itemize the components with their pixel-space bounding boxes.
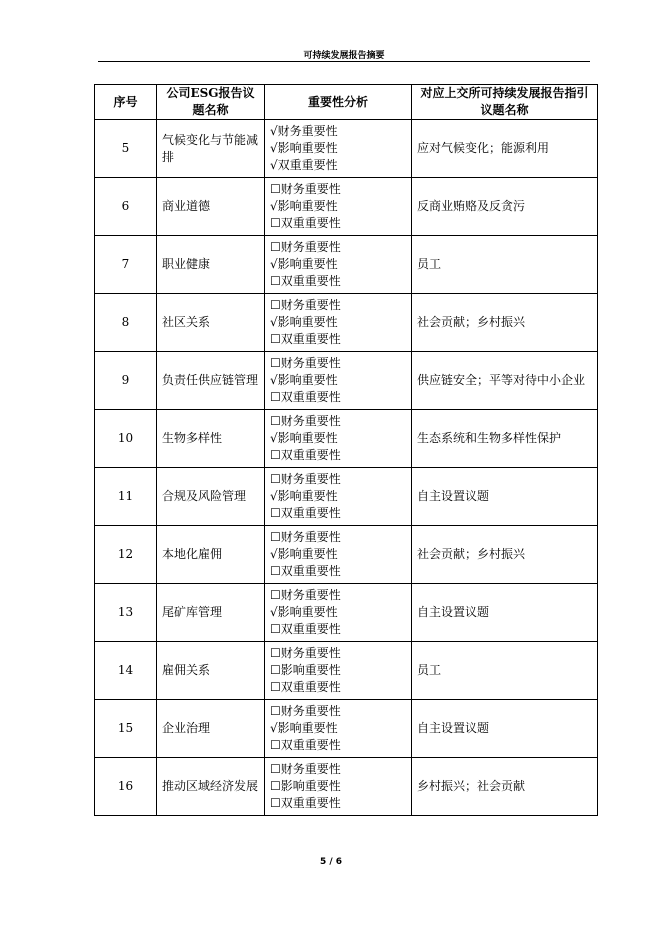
table-row — [95, 236, 598, 294]
page-number: 5 / 6 — [319, 857, 343, 867]
row-sse-topic: 应对气候变化；能源利用 — [412, 120, 598, 178]
materiality-option: ☐双重重要性 — [270, 448, 341, 462]
row-number: 10 — [95, 410, 157, 468]
table-row — [95, 410, 598, 468]
header-sse-topic: 对应上交所可持续发展报告指引议题名称 — [412, 85, 598, 120]
table-row — [95, 758, 598, 816]
table-row — [95, 584, 598, 642]
materiality-option: √影响重要性 — [270, 431, 338, 445]
materiality-option: ☐财务重要性 — [270, 588, 341, 602]
row-sse-topic: 反商业贿赂及反贪污 — [412, 178, 598, 236]
materiality-option: ☐影响重要性 — [270, 779, 341, 793]
materiality-option: ☐双重重要性 — [270, 564, 341, 578]
row-sse-topic: 社会贡献；乡村振兴 — [412, 294, 598, 352]
materiality-option: ☐财务重要性 — [270, 356, 341, 370]
row-esg-topic: 职业健康 — [157, 236, 265, 294]
materiality-option: ☐影响重要性 — [270, 663, 341, 677]
row-materiality — [265, 584, 412, 642]
materiality-option: √影响重要性 — [270, 373, 338, 387]
header-esg-topic: 公司ESG报告议题名称 — [157, 85, 265, 120]
row-number: 7 — [95, 236, 157, 294]
materiality-option: ☐财务重要性 — [270, 704, 341, 718]
materiality-option: √影响重要性 — [270, 141, 338, 155]
materiality-option: √双重重要性 — [270, 158, 338, 172]
row-materiality — [265, 526, 412, 584]
row-materiality — [265, 178, 412, 236]
table-row — [95, 700, 598, 758]
materiality-option: ☐财务重要性 — [270, 646, 341, 660]
row-number: 5 — [95, 120, 157, 178]
row-sse-topic: 自主设置议题 — [412, 468, 598, 526]
table-row — [95, 352, 598, 410]
materiality-option: ☐双重重要性 — [270, 622, 341, 636]
table-header-row — [95, 85, 598, 120]
materiality-option: √影响重要性 — [270, 199, 338, 213]
materiality-option: ☐财务重要性 — [270, 240, 341, 254]
materiality-option: √影响重要性 — [270, 721, 338, 735]
materiality-option: ☐双重重要性 — [270, 274, 341, 288]
materiality-option: ☐双重重要性 — [270, 680, 341, 694]
row-materiality — [265, 294, 412, 352]
row-number: 15 — [95, 700, 157, 758]
row-esg-topic: 商业道德 — [157, 178, 265, 236]
materiality-option: ☐财务重要性 — [270, 182, 341, 196]
row-sse-topic: 乡村振兴；社会贡献 — [412, 758, 598, 816]
table-row — [95, 178, 598, 236]
row-materiality — [265, 700, 412, 758]
row-number: 11 — [95, 468, 157, 526]
row-esg-topic: 本地化雇佣 — [157, 526, 265, 584]
materiality-option: √影响重要性 — [270, 605, 338, 619]
row-materiality — [265, 120, 412, 178]
row-number: 13 — [95, 584, 157, 642]
materiality-option: ☐双重重要性 — [270, 738, 341, 752]
row-esg-topic: 尾矿库管理 — [157, 584, 265, 642]
row-esg-topic: 雇佣关系 — [157, 642, 265, 700]
row-materiality — [265, 236, 412, 294]
row-esg-topic: 企业治理 — [157, 700, 265, 758]
table-row — [95, 120, 598, 178]
materiality-option: ☐双重重要性 — [270, 216, 341, 230]
materiality-option: √影响重要性 — [270, 547, 338, 561]
materiality-option: ☐财务重要性 — [270, 298, 341, 312]
row-number: 16 — [95, 758, 157, 816]
row-materiality — [265, 352, 412, 410]
esg-topic-table — [94, 84, 598, 816]
row-esg-topic: 社区关系 — [157, 294, 265, 352]
materiality-option: ☐财务重要性 — [270, 414, 341, 428]
table-row — [95, 468, 598, 526]
row-number: 9 — [95, 352, 157, 410]
row-sse-topic: 自主设置议题 — [412, 700, 598, 758]
materiality-option: ☐双重重要性 — [270, 506, 341, 520]
row-number: 6 — [95, 178, 157, 236]
page-header: 可持续发展报告摘要 — [303, 51, 385, 61]
row-sse-topic: 自主设置议题 — [412, 584, 598, 642]
row-esg-topic: 气候变化与节能减排 — [157, 120, 265, 178]
header-rule — [98, 61, 590, 62]
header-materiality: 重要性分析 — [265, 85, 412, 120]
row-number: 8 — [95, 294, 157, 352]
row-sse-topic: 社会贡献；乡村振兴 — [412, 526, 598, 584]
materiality-option: √财务重要性 — [270, 124, 338, 138]
row-esg-topic: 推动区域经济发展 — [157, 758, 265, 816]
row-materiality — [265, 642, 412, 700]
row-sse-topic: 生态系统和生物多样性保护 — [412, 410, 598, 468]
header-number: 序号 — [95, 85, 157, 120]
materiality-option: √影响重要性 — [270, 489, 338, 503]
materiality-option: ☐双重重要性 — [270, 796, 341, 810]
materiality-option: √影响重要性 — [270, 257, 338, 271]
row-esg-topic: 负责任供应链管理 — [157, 352, 265, 410]
materiality-option: ☐双重重要性 — [270, 332, 341, 346]
row-sse-topic: 供应链安全；平等对待中小企业 — [412, 352, 598, 410]
table-row — [95, 642, 598, 700]
row-number: 14 — [95, 642, 157, 700]
materiality-option: ☐财务重要性 — [270, 472, 341, 486]
materiality-option: ☐双重重要性 — [270, 390, 341, 404]
table-row — [95, 526, 598, 584]
row-sse-topic: 员工 — [412, 236, 598, 294]
row-materiality — [265, 468, 412, 526]
row-materiality — [265, 758, 412, 816]
table-body — [95, 120, 598, 816]
row-materiality — [265, 410, 412, 468]
table-row — [95, 294, 598, 352]
row-esg-topic: 合规及风险管理 — [157, 468, 265, 526]
materiality-option: √影响重要性 — [270, 315, 338, 329]
row-esg-topic: 生物多样性 — [157, 410, 265, 468]
row-number: 12 — [95, 526, 157, 584]
materiality-option: ☐财务重要性 — [270, 762, 341, 776]
row-sse-topic: 员工 — [412, 642, 598, 700]
materiality-option: ☐财务重要性 — [270, 530, 341, 544]
